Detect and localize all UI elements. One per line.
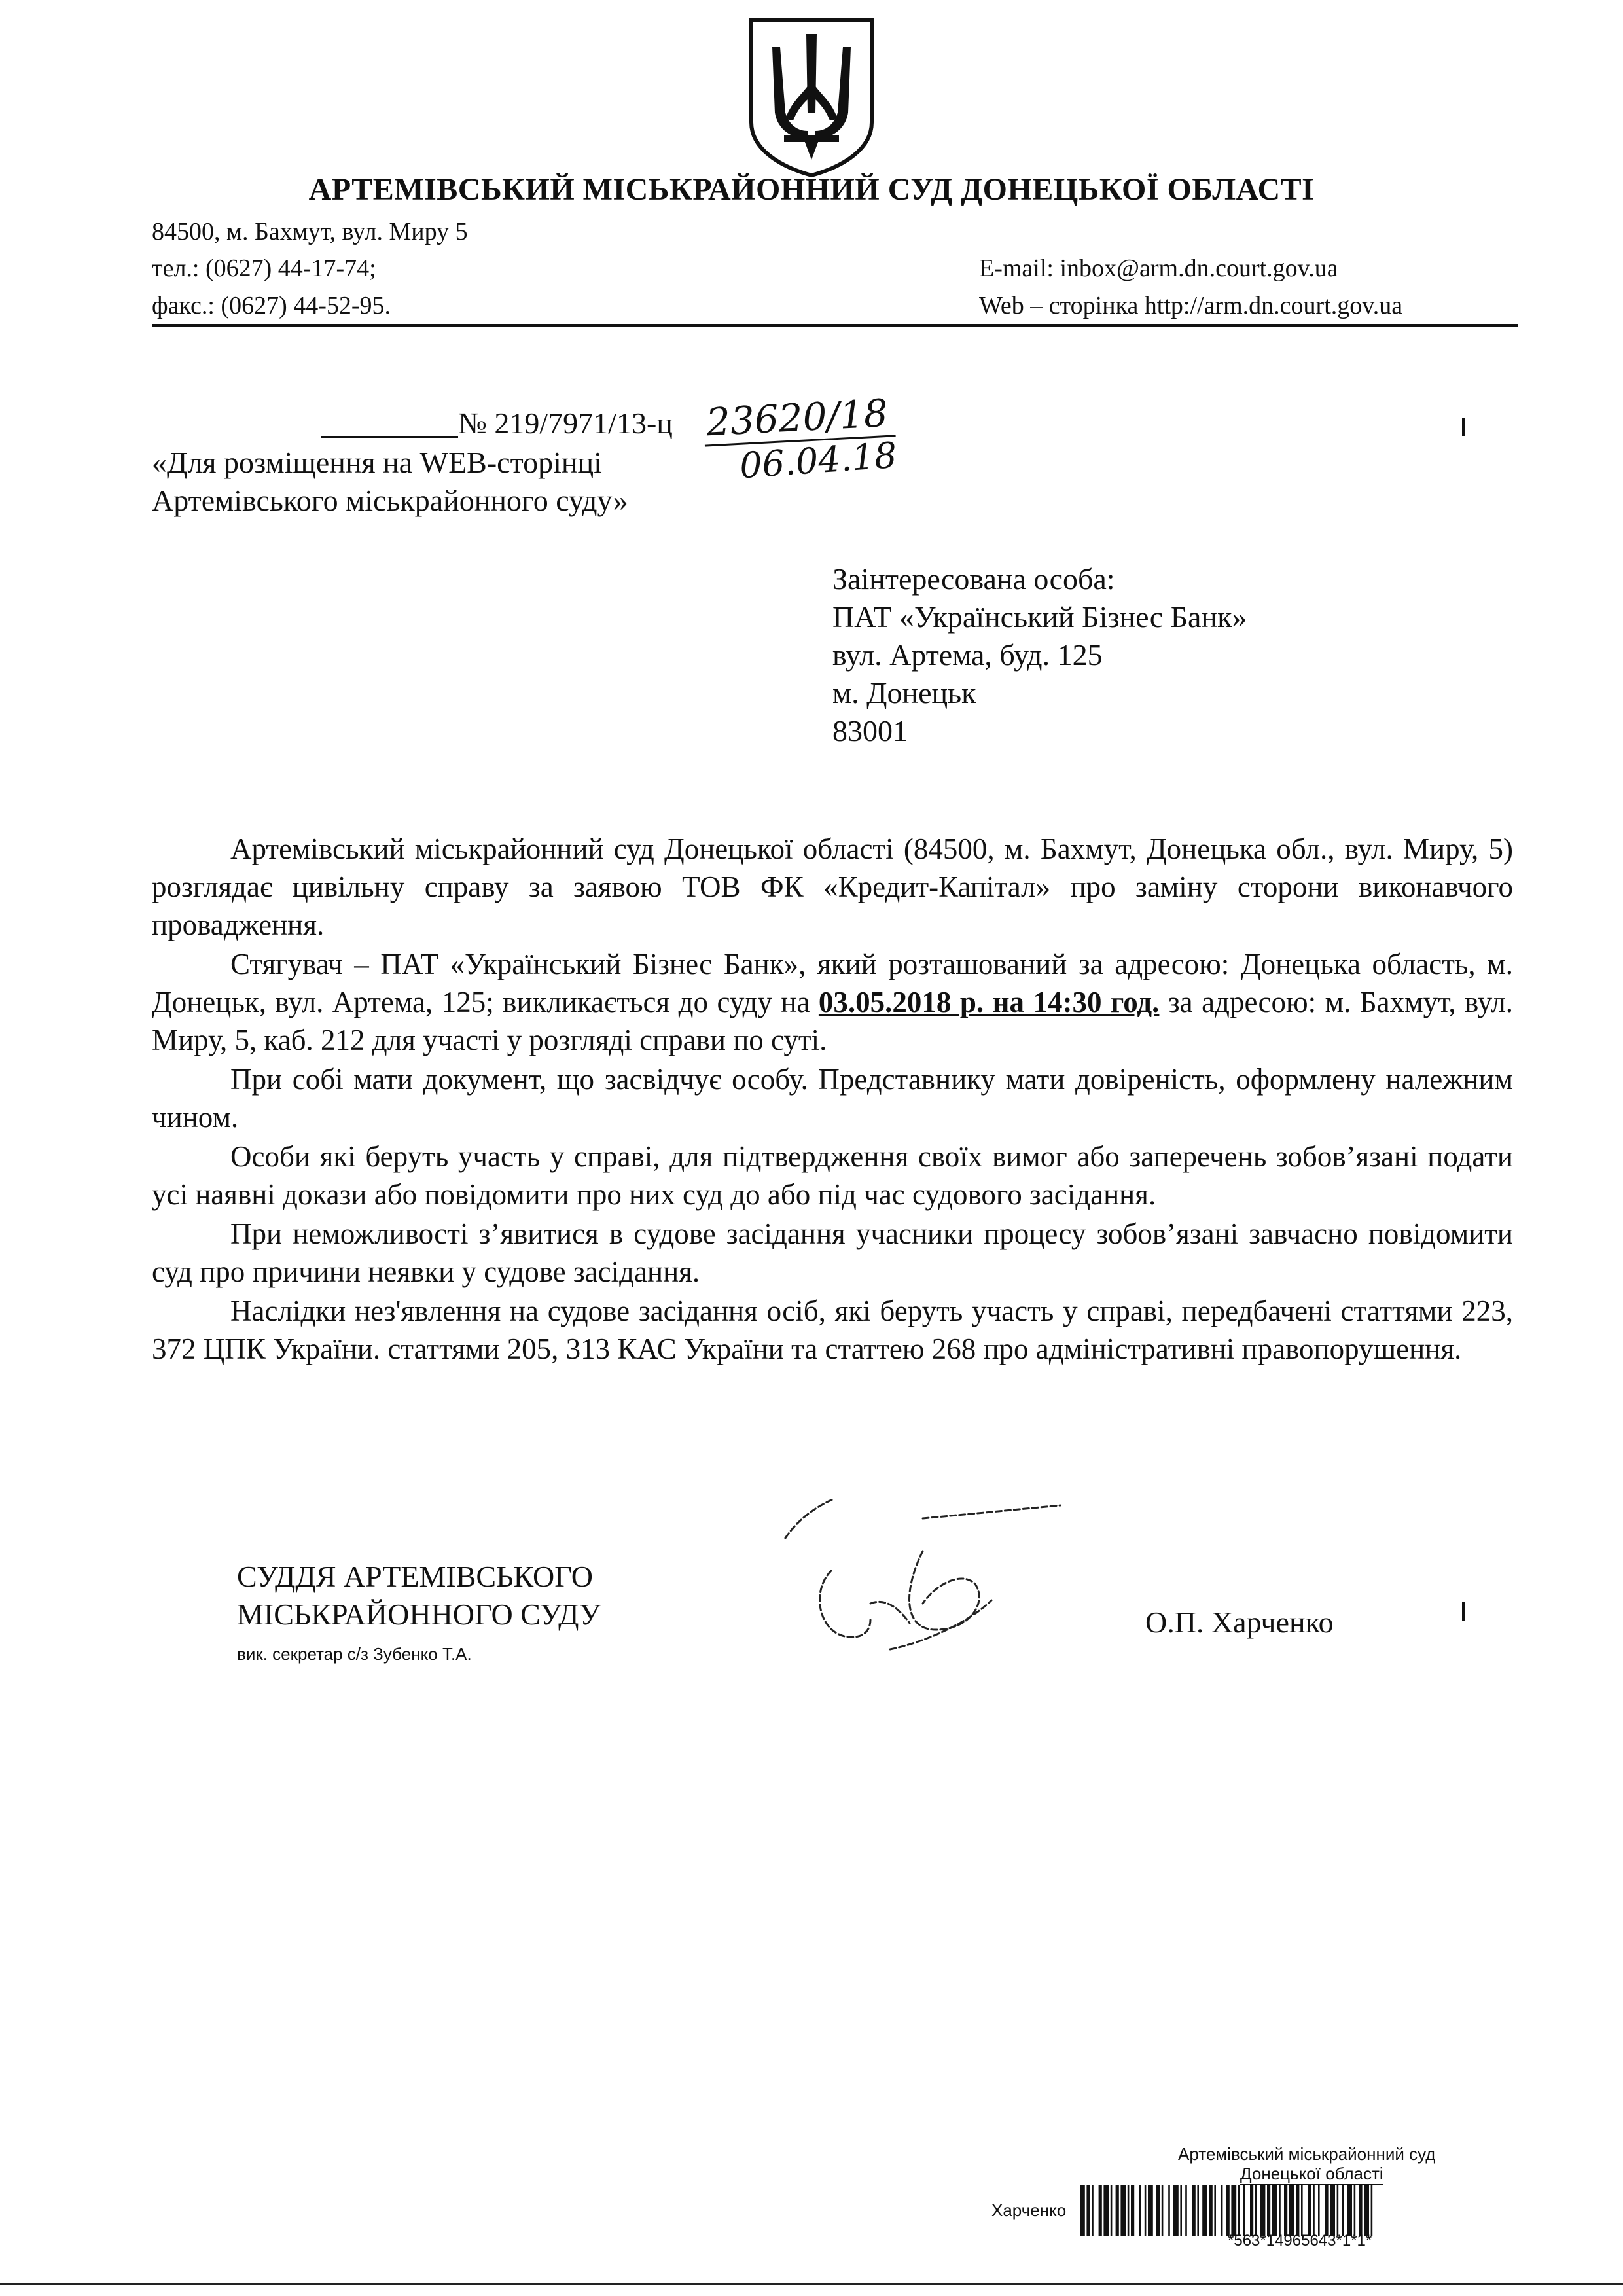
page-edge-line bbox=[0, 2283, 1623, 2285]
court-phone: тел.: (0627) 44-17-74; bbox=[152, 255, 376, 282]
recipient-city: м. Донецьк bbox=[832, 676, 976, 709]
scan-mark bbox=[1462, 1602, 1465, 1621]
recipient-label: Заінтересована особа: bbox=[832, 562, 1115, 596]
barcode-icon bbox=[1080, 2185, 1551, 2236]
hearing-datetime: 03.05.2018 р. на 14:30 год. bbox=[818, 986, 1160, 1018]
recipient-postcode: 83001 bbox=[832, 714, 908, 747]
trident-coat-of-arms-icon bbox=[746, 14, 877, 178]
recipient-street: вул. Артема, буд. 125 bbox=[832, 638, 1103, 672]
body-text: за адресою: м. Бахмут, вул. Миру, 5, каб. 212 для участі у розгляді справи по суті. bbox=[152, 986, 1513, 1056]
court-fax: факс.: (0627) 44-52-95. bbox=[152, 292, 391, 319]
reference-blank-line bbox=[321, 436, 458, 438]
judge-name: О.П. Харченко bbox=[1145, 1605, 1334, 1639]
stamp-court-name: Артемівський міськрайонний суд bbox=[1178, 2144, 1436, 2164]
body-paragraph: При неможливості з’явитися в судове засідання учасники процесу зобов’язані завчасно повідомити суд про причини неявки у судове засідання. bbox=[152, 1217, 1513, 1288]
body-paragraph: Особи які беруть участь у справі, для підтвердження своїх вимог або заперечень зобов’язані подати усі наявні докази або повідомити про них суд до або під час судового засідання. bbox=[152, 1140, 1513, 1211]
handwritten-signature-icon bbox=[772, 1479, 1086, 1676]
court-email: E-mail: inbox@arm.dn.court.gov.ua bbox=[979, 255, 1338, 282]
court-name: АРТЕМІВСЬКИЙ МІСЬКРАЙОННИЙ СУД ДОНЕЦЬКОЇ ОБЛАСТІ bbox=[308, 172, 1315, 207]
body-paragraph: При собі мати документ, що засвідчує особу. Представнику мати довіреність, оформлену належним чином. bbox=[152, 1063, 1513, 1134]
stamp-region: Донецької області bbox=[1240, 2164, 1383, 2185]
judge-title-line-1: СУДДЯ АРТЕМІВСЬКОГО bbox=[237, 1560, 593, 1593]
body-paragraph: Наслідки нез'явлення на судове засідання осіб, які беруть участь у справі, передбачені статтями 223, 372 ЦПК України. статтями 205, 313 КАС України та статтею 268 про адміністративні правопорушення. bbox=[152, 1295, 1513, 1365]
placement-note-line-2: Артемівського міськрайонного суду» bbox=[152, 484, 628, 517]
body-text: Стягувач – ПАТ «Український Бізнес Банк», який розташований за адресою: Донецька область, м. Донецьк, вул. Артема, 125; викликається до суду на bbox=[152, 948, 1513, 1018]
barcode-text: *563*14965643*1*1* bbox=[1228, 2232, 1372, 2250]
handwritten-registration-number: 23620/18 bbox=[702, 390, 895, 446]
case-number: № 219/7971/13-ц bbox=[458, 406, 673, 440]
stamp-judge-name: Харченко bbox=[991, 2200, 1067, 2220]
scan-mark bbox=[1462, 418, 1465, 436]
judge-title-line-2: МІСЬКРАЙОННОГО СУДУ bbox=[237, 1598, 601, 1631]
notice-body bbox=[152, 830, 1513, 1368]
judge-title bbox=[237, 1558, 601, 1634]
header-divider bbox=[152, 324, 1518, 327]
placement-note-line-1: «Для розміщення на WEB-сторінці bbox=[152, 446, 602, 479]
secretary-name: вик. секретар с/з Зубенко Т.А. bbox=[237, 1644, 472, 1664]
body-paragraph bbox=[152, 945, 1513, 1059]
court-website: Web – сторінка http://arm.dn.court.gov.ua bbox=[979, 292, 1403, 319]
recipient-name: ПАТ «Український Бізнес Банк» bbox=[832, 600, 1247, 634]
handwritten-registration-date: 06.04.18 bbox=[738, 434, 899, 487]
court-address: 84500, м. Бахмут, вул. Миру 5 bbox=[152, 218, 468, 245]
body-paragraph: Артемівський міськрайонний суд Донецької області (84500, м. Бахмут, Донецька обл., вул. Миру, 5) розглядає цивільну справу за заявою ТОВ ФК «Кредит-Капітал» про заміну сторони виконавчого провадження. bbox=[152, 833, 1513, 941]
